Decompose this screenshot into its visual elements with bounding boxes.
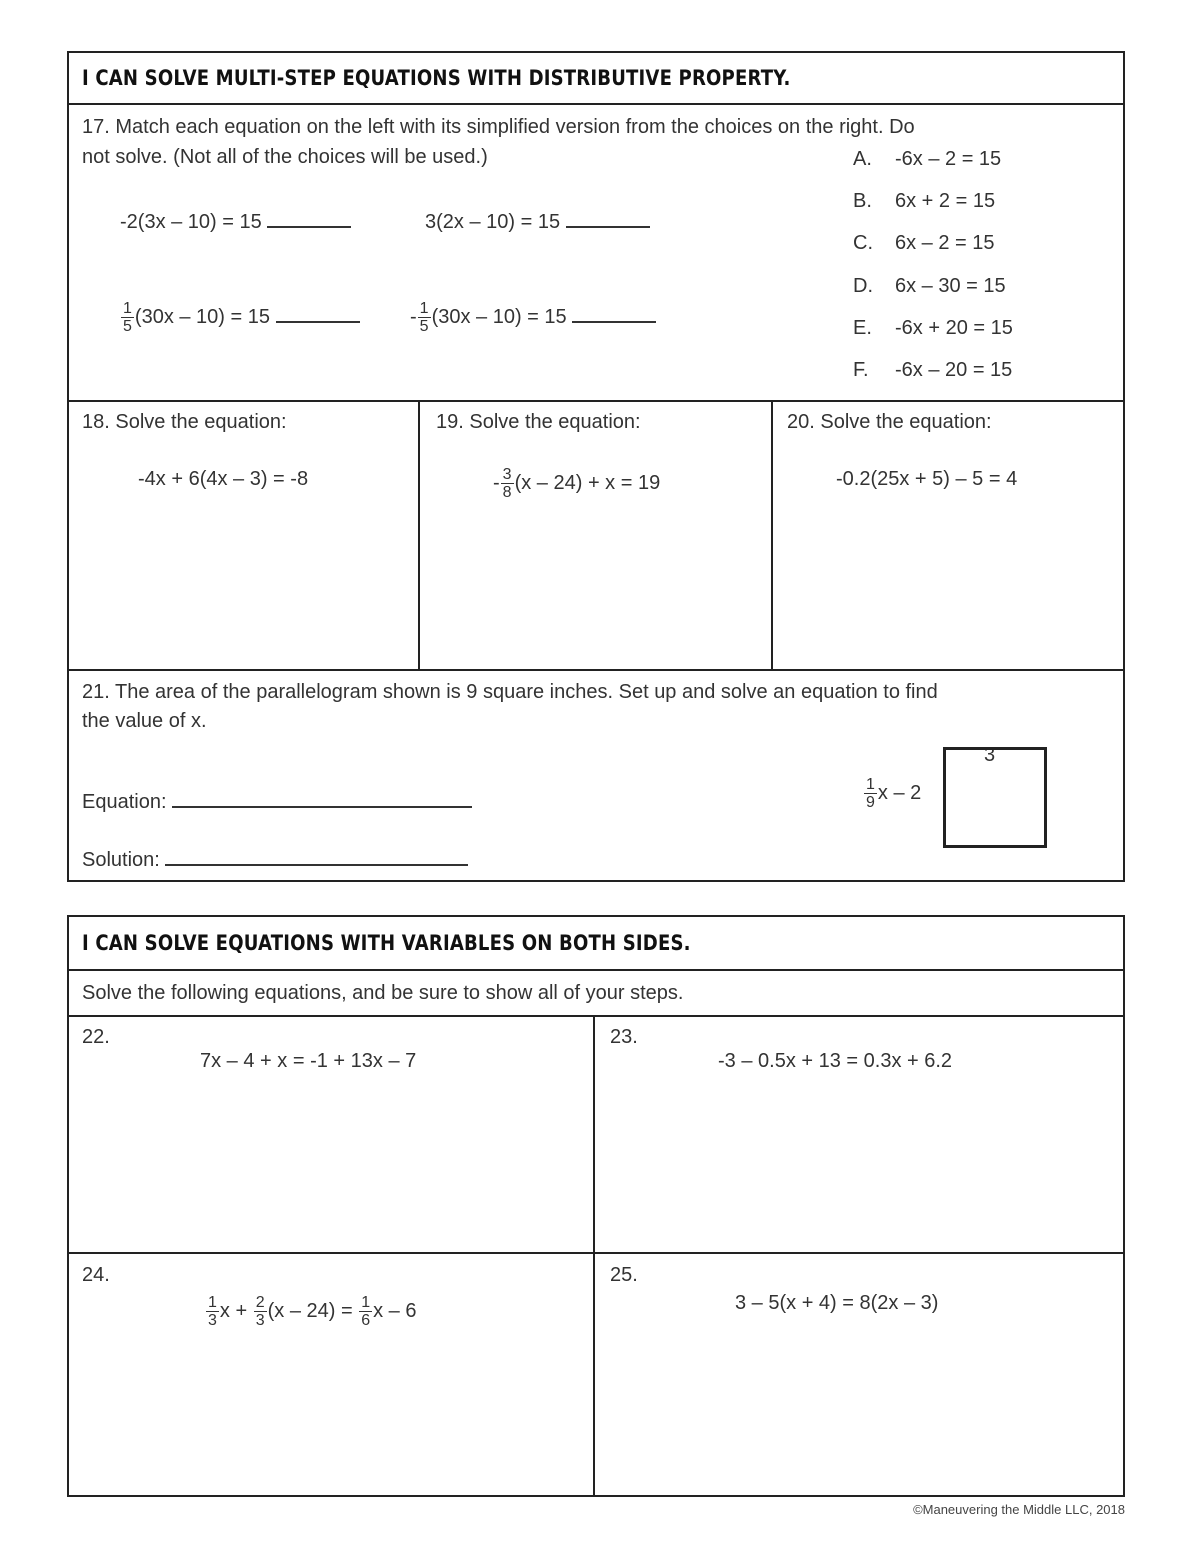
solution-answer-blank[interactable] [165, 860, 468, 866]
parallelogram-figure [943, 747, 1047, 848]
column-divider-3 [593, 1015, 595, 1497]
fraction: $\frac{3}{8}$ [502, 466, 512, 501]
q17-instructions-line-2: not solve. (Not all of the choices will be used.) [82, 146, 488, 168]
q21-prompt-line-1: 21. The area of the parallelogram shown is 9 square inches. Set up and solve an equation to find [82, 681, 938, 703]
choice-a: A. -6x – 2 = 15 [853, 148, 1002, 170]
section-2-title: I CAN SOLVE EQUATIONS WITH VARIABLES ON BOTH SIDES. [82, 931, 691, 955]
q24-label: 24. [82, 1264, 110, 1286]
answer-blank[interactable] [267, 222, 351, 228]
q23-work-area[interactable] [610, 1090, 1105, 1240]
q25-work-area[interactable] [610, 1335, 1105, 1485]
choice-b: B. 6x + 2 = 15 [853, 190, 996, 212]
q17-equation-b: 3(2x – 10) = 15 [425, 211, 650, 234]
q25-equation: 3 – 5(x + 4) = 8(2x – 3) [735, 1292, 939, 1314]
q24-equation: $\frac{1}{3}$ x + $\frac{2}{3}$ (x – 24) = $\frac{1}{6}$ x – 6 [208, 1294, 417, 1329]
q21-solution-line: Solution: [82, 845, 468, 875]
choice-c: C. 6x – 2 = 15 [853, 232, 995, 254]
q17-equation-a: -2(3x – 10) = 15 [120, 211, 351, 234]
q22-label: 22. [82, 1026, 110, 1048]
q24-work-area[interactable] [82, 1345, 577, 1485]
section-1-title: I CAN SOLVE MULTI-STEP EQUATIONS WITH DISTRIBUTIVE PROPERTY. [82, 66, 791, 90]
q18-equation: -4x + 6(4x – 3) = -8 [138, 468, 309, 490]
q21-equation-line: Equation: [82, 787, 472, 817]
q18-label: 18. Solve the equation: [82, 411, 287, 433]
q25-label: 25. [610, 1264, 638, 1286]
row-divider-3 [67, 1252, 1125, 1254]
section-2-header-divider [67, 969, 1125, 971]
q23-label: 23. [610, 1026, 638, 1048]
parallelogram-top-dimension: 3 [984, 744, 996, 766]
column-divider-2 [771, 400, 773, 670]
q17-instructions-line-1: 17. Match each equation on the left with its simplified version from the choices on the right. Do [82, 116, 915, 138]
fraction: $\frac{1}{6}$ [361, 1294, 371, 1329]
q19-equation: - $\frac{3}{8}$ (x – 24) + x = 19 [493, 466, 661, 501]
fraction: $\frac{2}{3}$ [255, 1294, 265, 1329]
fraction: $\frac{1}{5}$ [123, 300, 132, 335]
q18-work-area[interactable] [82, 510, 402, 660]
answer-blank[interactable] [566, 222, 650, 228]
q20-equation: -0.2(25x + 5) – 5 = 4 [836, 468, 1018, 490]
row-divider-1 [67, 400, 1125, 402]
q23-equation: -3 – 0.5x + 13 = 0.3x + 6.2 [718, 1050, 953, 1072]
choice-e: E. -6x + 20 = 15 [853, 317, 1013, 339]
q22-work-area[interactable] [82, 1090, 577, 1240]
answer-blank[interactable] [276, 317, 360, 323]
q22-equation: 7x – 4 + x = -1 + 13x – 7 [200, 1050, 417, 1072]
section-2-instructions: Solve the following equations, and be sure to show all of your steps. [82, 982, 684, 1004]
choice-f: F. -6x – 20 = 15 [853, 359, 1013, 381]
column-divider-1 [418, 400, 420, 670]
fraction: $\frac{1}{9}$ [866, 776, 875, 811]
equation-answer-blank[interactable] [172, 802, 472, 808]
instructions-divider [67, 1015, 1125, 1017]
copyright-footer: ©Maneuvering the Middle LLC, 2018 [913, 1502, 1125, 1517]
q19-work-area[interactable] [436, 520, 756, 660]
fraction: $\frac{1}{5}$ [419, 300, 429, 335]
q19-label: 19. Solve the equation: [436, 411, 641, 433]
parallelogram-side-dimension: $\frac{1}{9}$ x – 2 [866, 776, 922, 811]
row-divider-2 [67, 669, 1125, 671]
fraction: $\frac{1}{3}$ [208, 1294, 217, 1329]
q17-equation-c: $\frac{1}{5}$ (30x – 10) = 15 [120, 300, 360, 335]
q17-equation-d: - $\frac{1}{5}$ (30x – 10) = 15 [410, 300, 656, 335]
q20-label: 20. Solve the equation: [787, 411, 992, 433]
answer-blank[interactable] [572, 317, 656, 323]
q21-prompt-line-2: the value of x. [82, 710, 207, 732]
q20-work-area[interactable] [787, 510, 1107, 660]
choice-d: D. 6x – 30 = 15 [853, 275, 1006, 297]
section-1-header-divider [67, 103, 1125, 105]
